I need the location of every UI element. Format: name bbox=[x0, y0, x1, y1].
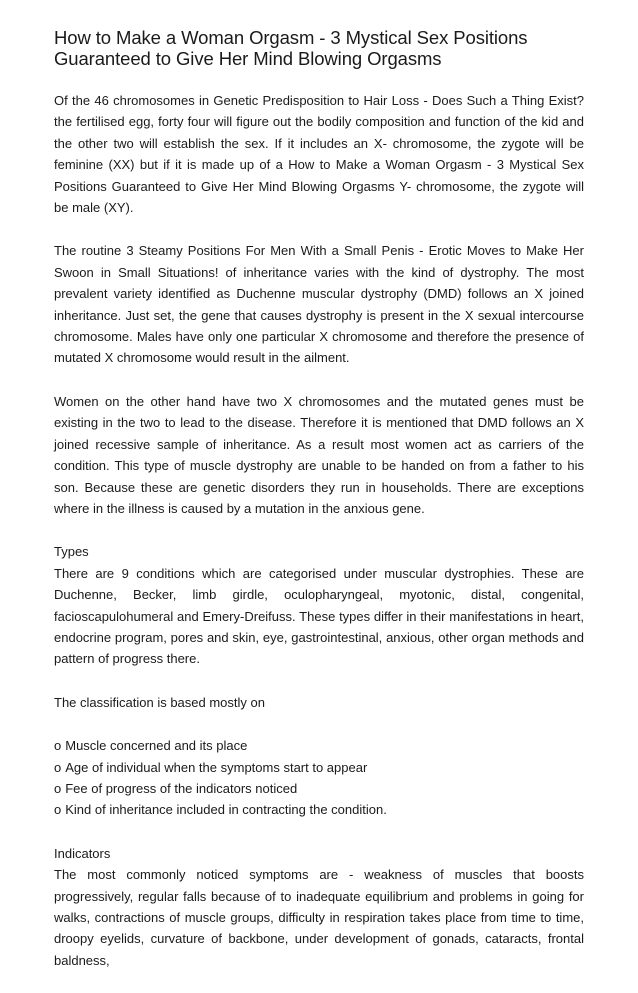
paragraph-women-carriers: Women on the other hand have two X chromosomes and the mutated genes must be existing in the two to lead to the disease. Therefore it is mentioned that DMD follows an X joined recessive sample of inheritance. As a result most women act as carriers of the condition. This type of muscle dystrophy are unable to be handed on from a father to his son. Because these are genetic disorders they run in households. There are exceptions where in the illness is caused by a mutation in the anxious gene. bbox=[54, 393, 584, 516]
list-item bbox=[54, 757, 584, 778]
types-heading: Types bbox=[54, 544, 89, 560]
types-paragraph: There are 9 conditions which are categorised under muscular dystrophies. These are Duchenne, Becker, limb girdle, oculopharyngeal, myotonic, distal, congenital, facioscapulohumeral and Emery-Dreifuss. These types differ in their manifestations in heart, endocrine program, pores and skin, eye, gastrointestinal, anxious, other organ methods and pattern of progress there. bbox=[54, 565, 584, 667]
bullet-mark: o bbox=[54, 780, 62, 796]
section-types bbox=[54, 541, 584, 669]
list-item-text: Fee of progress of the indicators noticed bbox=[65, 780, 298, 796]
list-item-text: Kind of inheritance included in contracting the condition. bbox=[65, 802, 387, 818]
section-indicators bbox=[54, 843, 584, 971]
classification-intro: The classification is based mostly on bbox=[54, 694, 265, 710]
bullet-mark: o bbox=[54, 802, 62, 818]
paragraph-chromosomes: Of the 46 chromosomes in Genetic Predisposition to Hair Loss - Does Such a Thing Exist? the fertilised egg, forty four will figure out the bodily composition and function of the kid and the other two will establish the sex. If it includes an X- chromosome, the zygote will be feminine (XX) but if it is made up of a How to Make a Woman Orgasm - 3 Mystical Sex Positions Guaranteed to Give Her Mind Blowing Orgasms Y- chromosome, the zygote will be male (XY). bbox=[54, 93, 584, 216]
document-title: How to Make a Woman Orgasm - 3 Mystical Sex Positions Guaranteed to Give Her Mind Blowing Orgasms bbox=[54, 27, 528, 69]
bullet-mark: o bbox=[54, 759, 62, 775]
indicators-heading: Indicators bbox=[54, 845, 111, 861]
indicators-paragraph: The most commonly noticed symptoms are - weakness of muscles that boosts progressively, regular falls because of to inadequate equilibrium and problems in going for walks, contractions of muscle groups, difficulty in respiration takes place from time to time, droopy eyelids, curvature of backbone, under development of gonads, cataracts, frontal baldness, bbox=[54, 867, 584, 968]
list-item-text: Age of individual when the symptoms start to appear bbox=[65, 759, 368, 775]
document-page bbox=[54, 27, 584, 993]
classification-list bbox=[54, 735, 584, 821]
list-item bbox=[54, 799, 584, 820]
list-item-text: Muscle concerned and its place bbox=[65, 738, 248, 754]
bullet-mark: o bbox=[54, 738, 62, 754]
paragraph-inheritance: The routine 3 Steamy Positions For Men With a Small Penis - Erotic Moves to Make Her Swoon in Small Situations! of inheritance varies with the kind of dystrophy. The most prevalent variety identified as Duchenne muscular dystrophy (DMD) follows an X joined inheritance. Just set, the gene that causes dystrophy is present in the X sexual intercourse chromosome. Males have only one particular X chromosome and therefore the presence of mutated X chromosome would result in the ailment. bbox=[54, 243, 584, 366]
list-item bbox=[54, 778, 584, 799]
list-item bbox=[54, 735, 584, 756]
